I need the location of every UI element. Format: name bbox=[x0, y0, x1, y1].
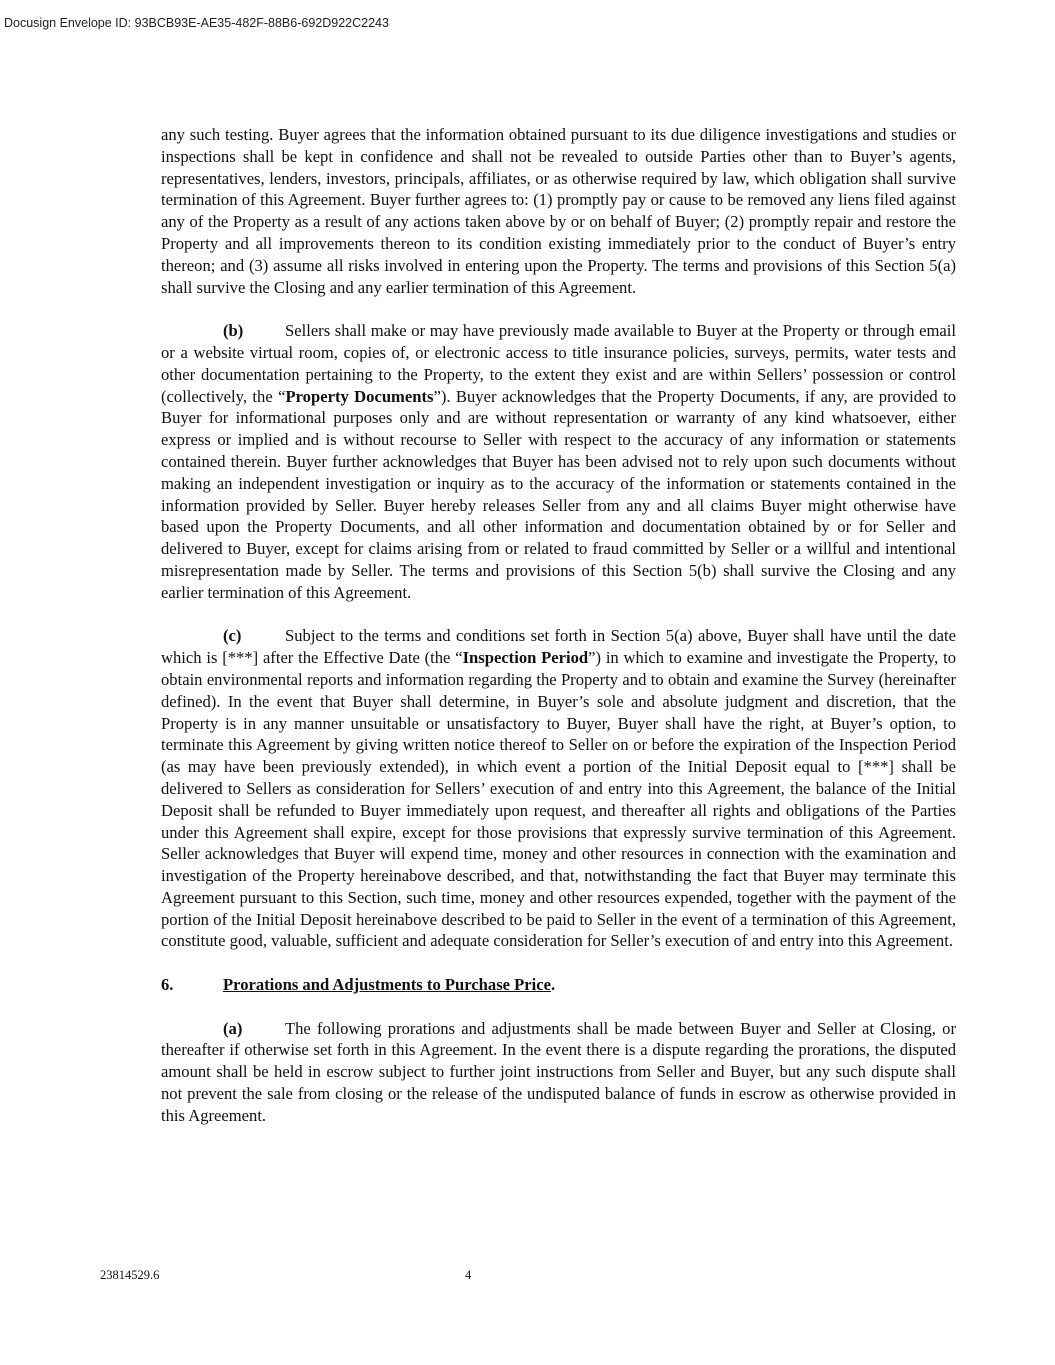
paragraph-5b-text-1: Sellers shall make or may have previously made available to Buyer at the Property or through email or a website virtual room, copies of, or electronic access to title insurance policies, surveys, permits, water tests and other documentation pertaining to the Property, to the extent they exist and are within Sellers’ possession or control (collectively, the “ bbox=[161, 321, 956, 406]
paragraph-5c-text-1: Subject to the terms and conditions set forth in Section 5(a) above, Buyer shall have until the date which is [***] after the Effective Date (the “ bbox=[161, 626, 956, 668]
defined-term-property-documents: Property Documents bbox=[285, 386, 434, 406]
paragraph-6a-text: The following prorations and adjustments shall be made between Buyer and Seller at Closing, or thereafter if otherwise set forth in this Agreement. In the event there is a dispute regarding the prorations, the disputed amount shall be held in escrow subject to further joint instructions from Seller and Buyer, but any such dispute shall not prevent the sale from closing or the release of the undisputed balance of funds in escrow as otherwise provided in this Agreement. bbox=[161, 1018, 956, 1125]
section-6-heading bbox=[161, 974, 956, 996]
envelope-id: Docusign Envelope ID: 93BCB93E-AE35-482F-88B6-692D922C2243 bbox=[4, 16, 389, 30]
section-6-title: Prorations and Adjustments to Purchase Price bbox=[223, 975, 552, 995]
footer-page-number: 4 bbox=[465, 1268, 472, 1282]
paragraph-5a-continued: any such testing. Buyer agrees that the information obtained pursuant to its due diligence investigations and studies or inspections shall be kept in confidence and shall not be revealed to outside Parties other than to Buyer’s agents, representatives, lenders, investors, principals, affiliates, or as otherwise required by law, which obligation shall survive termination of this Agreement. Buyer further agrees to: (1) promptly pay or cause to be removed any liens filed against any of the Property as a result of any actions taken above by or on behalf of Buyer; (2) promptly repair and restore the Property and all improvements thereon to its condition existing immediately prior to the conduct of Buyer’s entry thereon; and (3) assume all risks involved in entering upon the Property. The terms and provisions of this Section 5(a) shall survive the Closing and any earlier termination of this Agreement. bbox=[161, 125, 956, 297]
paragraph-5b-text-2: ”). Buyer acknowledges that the Property Documents, if any, are provided to Buyer for informational purposes only and are without representation or warranty of any kind whatsoever, either express or implied and is without recourse to Seller with respect to the accuracy of any information or statements contained therein. Buyer further acknowledges that Buyer has been advised not to rely upon such documents without making an independent investigation or inquiry as to the accuracy of the information or statements contained in the information provided by Seller. Buyer hereby releases Seller from any and all claims Buyer might otherwise have based upon the Property Documents, and all other information and documentation obtained by or for Seller and delivered to Buyer, except for claims arising from or related to fraud committed by Seller or a willful and intentional misrepresentation made by Seller. The terms and provisions of this Section 5(b) shall survive the Closing and any earlier termination of this Agreement. bbox=[161, 386, 957, 602]
defined-term-inspection-period: Inspection Period bbox=[462, 648, 589, 668]
paragraph-6a-label: (a) bbox=[223, 1018, 243, 1038]
paragraph-5b-label: (b) bbox=[223, 321, 244, 341]
footer-document-id: 23814529.6 bbox=[100, 1268, 160, 1282]
document-body bbox=[161, 124, 956, 1148]
section-6-period: . bbox=[551, 975, 556, 995]
paragraph-6a bbox=[161, 1018, 956, 1127]
paragraph-5c-text-2: ”) in which to examine and investigate the Property, to obtain environmental reports and information regarding the Property and to obtain and examine the Survey (hereinafter defined). In the event that Buyer shall determine, in Buyer’s sole and absolute judgment and discretion, that the Property is in any manner unsuitable or unsatisfactory to Buyer, Buyer shall have the right, at Buyer’s option, to terminate this Agreement by giving written notice thereof to Seller on or before the expiration of the Inspection Period (as may have been previously extended), in which event a portion of the Initial Deposit equal to [***] shall be delivered to Sellers as consideration for Sellers’ execution of and entry into this Agreement, the balance of the Initial Deposit shall be refunded to Buyer immediately upon request, and thereafter all rights and obligations of the Parties under this Agreement shall expire, except for those provisions that expressly survive termination of this Agreement. Seller acknowledges that Buyer will expend time, money and other resources in connection with the examination and investigation of the Property hereinabove described, and that, notwithstanding the fact that Buyer may terminate this Agreement pursuant to this Section, such time, money and other resources expended, together with the payment of the portion of the Initial Deposit hereinabove described to be paid to Seller in the event of a termination of this Agreement, constitute good, valuable, sufficient and adequate consideration for Seller’s execution of and entry into this Agreement. bbox=[161, 648, 956, 951]
paragraph-5c-label: (c) bbox=[223, 626, 242, 646]
section-6-number: 6. bbox=[161, 975, 174, 995]
paragraph-5b bbox=[161, 320, 956, 603]
paragraph-5c bbox=[161, 625, 956, 952]
